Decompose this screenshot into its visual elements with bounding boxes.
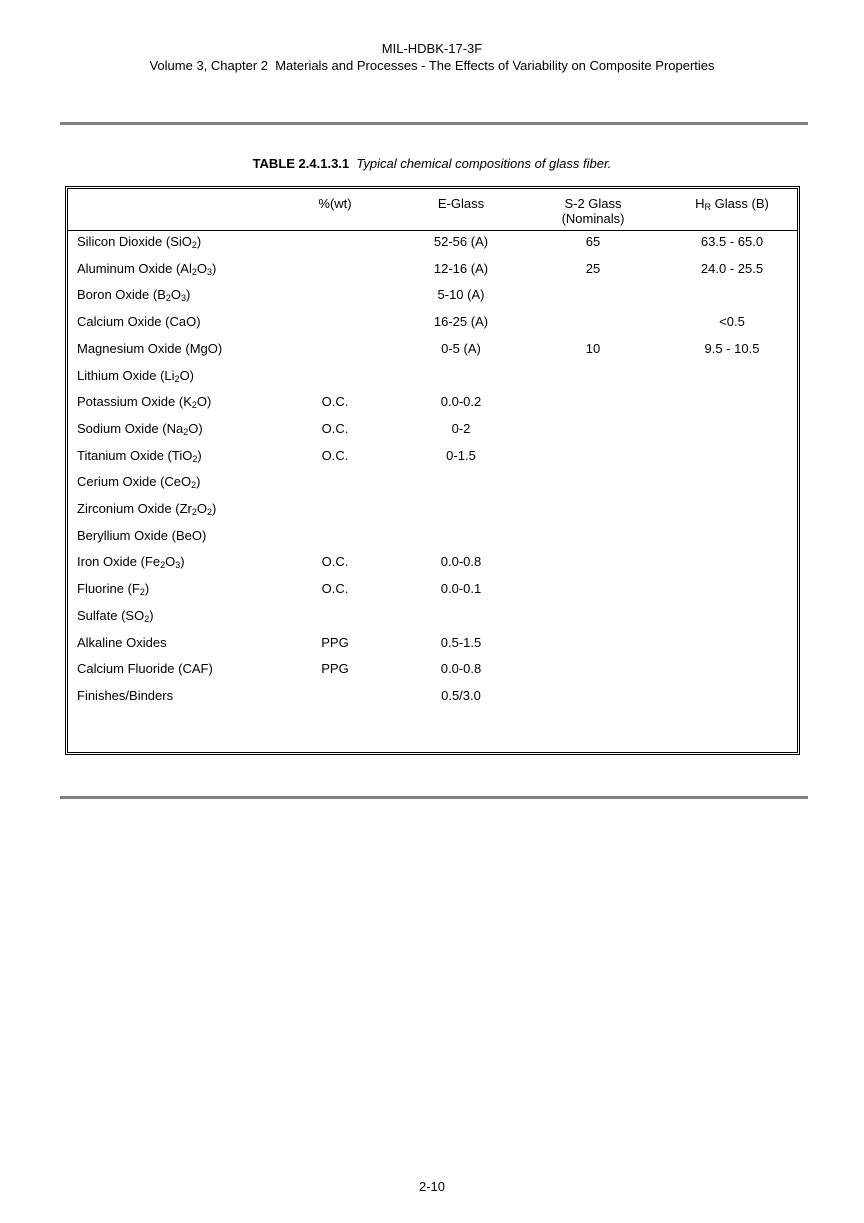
compound-name — [77, 287, 190, 302]
subscript: 2 — [191, 480, 197, 491]
name-part: O — [196, 260, 208, 276]
wt-value: O.C. — [321, 581, 349, 597]
name-part: Sulfate (SO — [77, 607, 145, 623]
table-row — [68, 341, 797, 367]
name-part: Aluminum Oxide (Al — [77, 260, 192, 276]
compound-name — [77, 421, 203, 436]
e-glass-value: 0.0-0.1 — [440, 581, 482, 597]
compound-name — [77, 261, 216, 276]
compound-name — [77, 314, 201, 329]
header-wt: %(wt) — [318, 196, 352, 211]
table-header-row — [68, 196, 797, 232]
compound-name — [77, 368, 194, 383]
subscript: 2 — [160, 560, 166, 571]
s2-glass-value: 10 — [585, 340, 601, 356]
e-glass-value: 0.0-0.2 — [440, 394, 482, 410]
compound-name — [77, 688, 173, 703]
header-s2-glass — [538, 196, 648, 226]
wt-value: PPG — [321, 634, 349, 650]
subscript: 2 — [183, 426, 189, 437]
e-glass-value: 16-25 (A) — [433, 314, 489, 330]
compound-name — [77, 661, 213, 676]
name-part: ) — [212, 260, 217, 276]
subscript: 3 — [175, 560, 181, 571]
table-row — [68, 608, 797, 634]
subscript: 2 — [165, 293, 171, 304]
name-part: ) — [196, 474, 201, 490]
e-glass-value: 52-56 (A) — [433, 234, 489, 249]
name-part: Fluorine (F — [77, 581, 140, 597]
name-part: Cerium Oxide (CeO — [77, 474, 192, 490]
name-part: O) — [179, 367, 195, 383]
header-separator — [68, 230, 797, 231]
hr-glass-value: 63.5 - 65.0 — [700, 234, 764, 249]
header-hr-rest: Glass (B) — [711, 196, 769, 211]
subscript: 2 — [139, 587, 145, 598]
table-row — [68, 234, 797, 260]
document-id: MIL-HDBK-17-3F — [381, 41, 483, 56]
e-glass-value: 0-1.5 — [446, 447, 476, 463]
header-hr-glass — [668, 196, 796, 211]
table-row — [68, 394, 797, 420]
name-part: Boron Oxide (B — [77, 287, 166, 303]
name-part: ) — [144, 581, 150, 597]
subscript: 2 — [192, 453, 198, 464]
name-part: Iron Oxide (Fe — [77, 554, 161, 570]
hr-glass-value: 9.5 - 10.5 — [704, 340, 760, 356]
name-part: ) — [196, 234, 202, 249]
name-part: ) — [186, 287, 191, 303]
compound-name — [77, 608, 154, 623]
name-part: ) — [180, 554, 185, 570]
hr-glass-value: 24.0 - 25.5 — [700, 260, 764, 276]
subscript: 3 — [207, 266, 213, 277]
name-part: O — [196, 501, 207, 516]
hr-glass-value: <0.5 — [719, 314, 745, 330]
compound-name — [77, 234, 201, 249]
compound-name — [77, 474, 201, 489]
subscript: 2 — [207, 507, 213, 517]
wt-value: O.C. — [321, 447, 349, 463]
e-glass-value: 12-16 (A) — [433, 260, 489, 276]
table-row — [68, 501, 797, 527]
table-row — [68, 688, 797, 714]
name-part: Finishes/Binders — [77, 687, 174, 703]
name-part: Zirconium Oxide (Zr — [77, 501, 192, 516]
table-row — [68, 421, 797, 447]
wt-value: O.C. — [321, 394, 349, 410]
subscript: 3 — [181, 293, 187, 304]
table-row — [68, 581, 797, 607]
name-part: Silicon Dioxide (SiO — [77, 234, 192, 249]
page-header — [0, 40, 864, 74]
table-row — [68, 448, 797, 474]
table-row — [68, 368, 797, 394]
name-part: Calcium Fluoride (CAF) — [77, 661, 213, 677]
e-glass-value: 0-2 — [451, 420, 471, 436]
compound-name — [77, 448, 202, 463]
table-row — [68, 474, 797, 500]
name-part: Potassium Oxide (K — [77, 394, 192, 410]
compound-name — [77, 501, 216, 516]
subscript: 2 — [174, 373, 180, 384]
bottom-rule — [60, 796, 808, 799]
name-part: ) — [149, 607, 154, 623]
e-glass-value: 0.5/3.0 — [441, 687, 481, 703]
e-glass-value: 5-10 (A) — [437, 287, 485, 303]
compound-name — [77, 581, 149, 596]
wt-value: O.C. — [321, 554, 349, 570]
compound-name — [77, 554, 185, 569]
e-glass-value: 0.5-1.5 — [440, 634, 482, 650]
name-part: ) — [197, 447, 202, 463]
name-part: Alkaline Oxides — [77, 634, 167, 650]
name-part: Magnesium Oxide (MgO) — [77, 340, 223, 356]
wt-value: PPG — [321, 661, 349, 677]
header-hr-sub: R — [704, 202, 712, 212]
table-row — [68, 314, 797, 340]
header-hr-h: H — [695, 196, 705, 211]
name-part: O) — [188, 420, 203, 436]
table-row — [68, 261, 797, 287]
compound-name — [77, 635, 167, 650]
compound-name — [77, 394, 211, 409]
name-part: O — [170, 287, 182, 303]
table-row — [68, 287, 797, 313]
top-rule — [60, 122, 808, 125]
subscript: 2 — [191, 400, 197, 411]
subscript: 2 — [144, 613, 150, 624]
s2-glass-value: 25 — [585, 260, 601, 276]
name-part: ) — [212, 501, 217, 516]
e-glass-value: 0.0-0.8 — [440, 554, 482, 570]
name-part: Sodium Oxide (Na — [77, 420, 184, 436]
table-row — [68, 554, 797, 580]
table-row — [68, 635, 797, 661]
s2-glass-value: 65 — [585, 234, 601, 249]
composition-table — [65, 186, 800, 755]
subscript: 2 — [191, 266, 197, 277]
name-part: Lithium Oxide (Li — [77, 367, 175, 383]
name-part: O — [165, 554, 176, 570]
e-glass-value: 0-5 (A) — [441, 340, 481, 356]
e-glass-value: 0.0-0.8 — [440, 661, 482, 677]
table-caption — [0, 156, 864, 171]
table-row — [68, 661, 797, 687]
compound-name — [77, 341, 222, 356]
name-part: Beryllium Oxide (BeO) — [77, 527, 207, 543]
page-number: 2-10 — [418, 1179, 446, 1194]
name-part: Titanium Oxide (TiO — [77, 447, 193, 463]
compound-name — [77, 528, 206, 543]
table-title: Typical chemical compositions of glass fiber. — [356, 156, 612, 171]
name-part: Calcium Oxide (CaO) — [77, 314, 201, 330]
table-row — [68, 528, 797, 554]
header-s2-line2: (Nominals) — [561, 211, 625, 226]
header-e-glass: E-Glass — [437, 196, 485, 211]
name-part: O) — [196, 394, 212, 410]
subscript: 2 — [191, 240, 197, 250]
subscript: 2 — [191, 507, 197, 517]
document-subtitle: Volume 3, Chapter 2 Materials and Processes - The Effects of Variability on Composite Properties — [149, 58, 715, 73]
table-label: TABLE 2.4.1.3.1 — [252, 156, 350, 171]
wt-value: O.C. — [321, 420, 349, 436]
header-s2-line1: S-2 Glass — [564, 196, 622, 211]
